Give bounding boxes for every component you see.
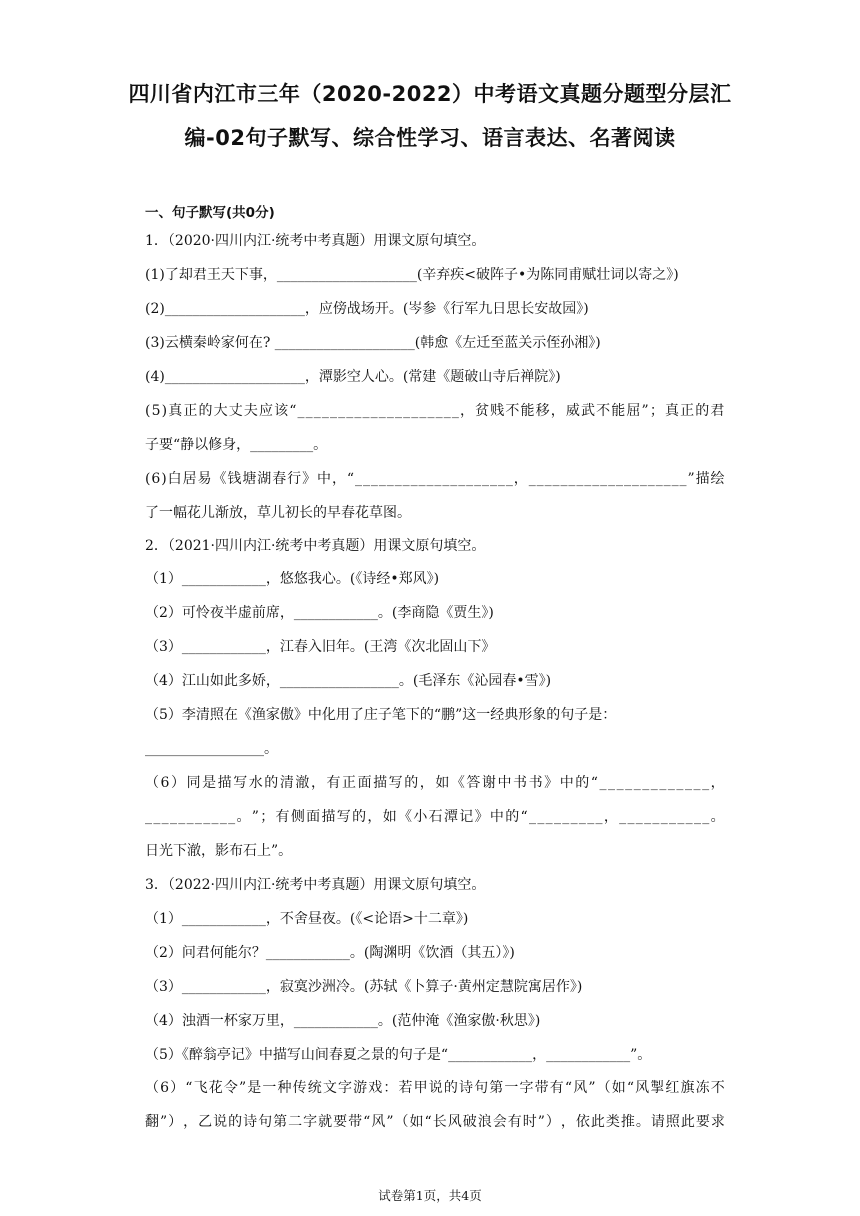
text-line: （5）《醉翁亭记》中描写山间春夏之景的句子是“____________，____________”。: [145, 1047, 652, 1063]
text-line: （1）____________，悠悠我心。(《诗经•郑风》): [145, 571, 440, 587]
text-line: (3)云横秦岭家何在? ____________________(韩愈《左迁至蓝关示侄孙湘》): [145, 335, 601, 351]
text-line: (4)____________________，潭影空人心。(常建《题破山寺后禅院》): [145, 369, 561, 385]
text-line: (1)了却君王天下事，____________________(辛弃疾<破阵子•为陈同甫赋壮词以寄之》): [145, 267, 679, 283]
text-line: （3）____________，寂寞沙洲冷。(苏轼《卜算子·黄州定慧院寓居作》): [145, 979, 583, 995]
text-line: 日光下澈，影布石上”。: [145, 843, 293, 859]
text-line: _ _ _ _ _ _ _ _ _ _ _ 。 ” ； 有 侧 面 描 写 的 ， 如 《 小 石 潭 记 》 中 的 “ _ _ _ _ _ _ _ _ _ ， _ _ _ _ _ _ _ _ _ _ _ 。: [145, 809, 725, 825]
page-footer: 试卷第1页，共4页: [378, 1188, 482, 1203]
text-line: （ 6 ） “ 飞 花 令 ” 是 一 种 传 统 文 字 游 戏 ： 若 甲 说 的 诗 句 第 一 字 带 有 “ 风 ” （ 如 “ 风 掣 红 旗 冻 不: [145, 1080, 725, 1096]
text-line: _________________。: [145, 741, 278, 757]
text-line: （4）浊酒一杯家万里，____________。(范仲淹《渔家傲·秋思》): [145, 1013, 541, 1029]
section-heading: 一、句子默写(共0分): [145, 205, 275, 221]
text-line: 3．（2022·四川内江·统考中考真题）用课文原句填空。: [145, 877, 486, 893]
text-line: 子要“静以修身，_________。: [145, 437, 328, 453]
text-line: 2．（2021·四川内江·统考中考真题）用课文原句填空。: [145, 538, 486, 554]
text-line: （1）____________，不舍昼夜。(《<论语>十二章》): [145, 911, 469, 927]
text-line: （3）____________，江春入旧年。(王湾《次北固山下》: [145, 639, 496, 655]
text-line: 了一幅花儿渐放，草儿初长的早春花草图。: [145, 505, 411, 521]
document-title-line-1: 四川省内江市三年（2020-2022）中考语文真题分题型分层汇: [128, 82, 732, 106]
text-line: （ 6 ） 同 是 描 写 水 的 清 澈 ， 有 正 面 描 写 的 ， 如 《 答 谢 中 书 书 》 中 的 “ _ _ _ _ _ _ _ _ _ _ _ _ _ ，: [145, 775, 725, 791]
text-line: （2）可怜夜半虚前席，____________。(李商隐《贾生》): [145, 605, 494, 621]
text-line: ( 6 ) 白 居 易 《 钱 塘 湖 春 行 》 中 ， “ _ _ _ _ _ _ _ _ _ _ _ _ _ _ _ _ _ _ _ _ ， _ _ _ _ _ _ _ _ _ _ _ _ _ _ _ _ _ _ _ _ ” 描 绘: [145, 471, 725, 487]
text-line: ( 5 ) 真 正 的 大 丈 夫 应 该 “ _ _ _ _ _ _ _ _ _ _ _ _ _ _ _ _ _ _ _ _ ， 贫 贱 不 能 移 ， 威 武 不 能 屈 ” ； 真 正 的 君: [145, 403, 725, 419]
text-line: （2）问君何能尔？____________。(陶渊明《饮酒（其五）》): [145, 945, 515, 961]
text-line: 翻 ” ） ， 乙 说 的 诗 句 第 二 字 就 要 带 “ 风 ” （ 如 “ 长 风 破 浪 会 有 时 ” ） ， 依 此 类 推 。 请 照 此 要 求: [145, 1114, 725, 1130]
text-line: 1．（2020·四川内江·统考中考真题）用课文原句填空。: [145, 233, 486, 249]
document-title-line-2: 编-02句子默写、综合性学习、语言表达、名著阅读: [184, 126, 676, 150]
text-line: （4）江山如此多娇，_________________。(毛泽东《沁园春•雪》): [145, 673, 552, 689]
text-line: （5）李清照在《渔家傲》中化用了庄子笔下的“鹏”这一经典形象的句子是：: [145, 707, 617, 723]
text-line: (2)____________________，应傍战场开。(岑参《行军九日思长安故园》): [145, 301, 589, 317]
